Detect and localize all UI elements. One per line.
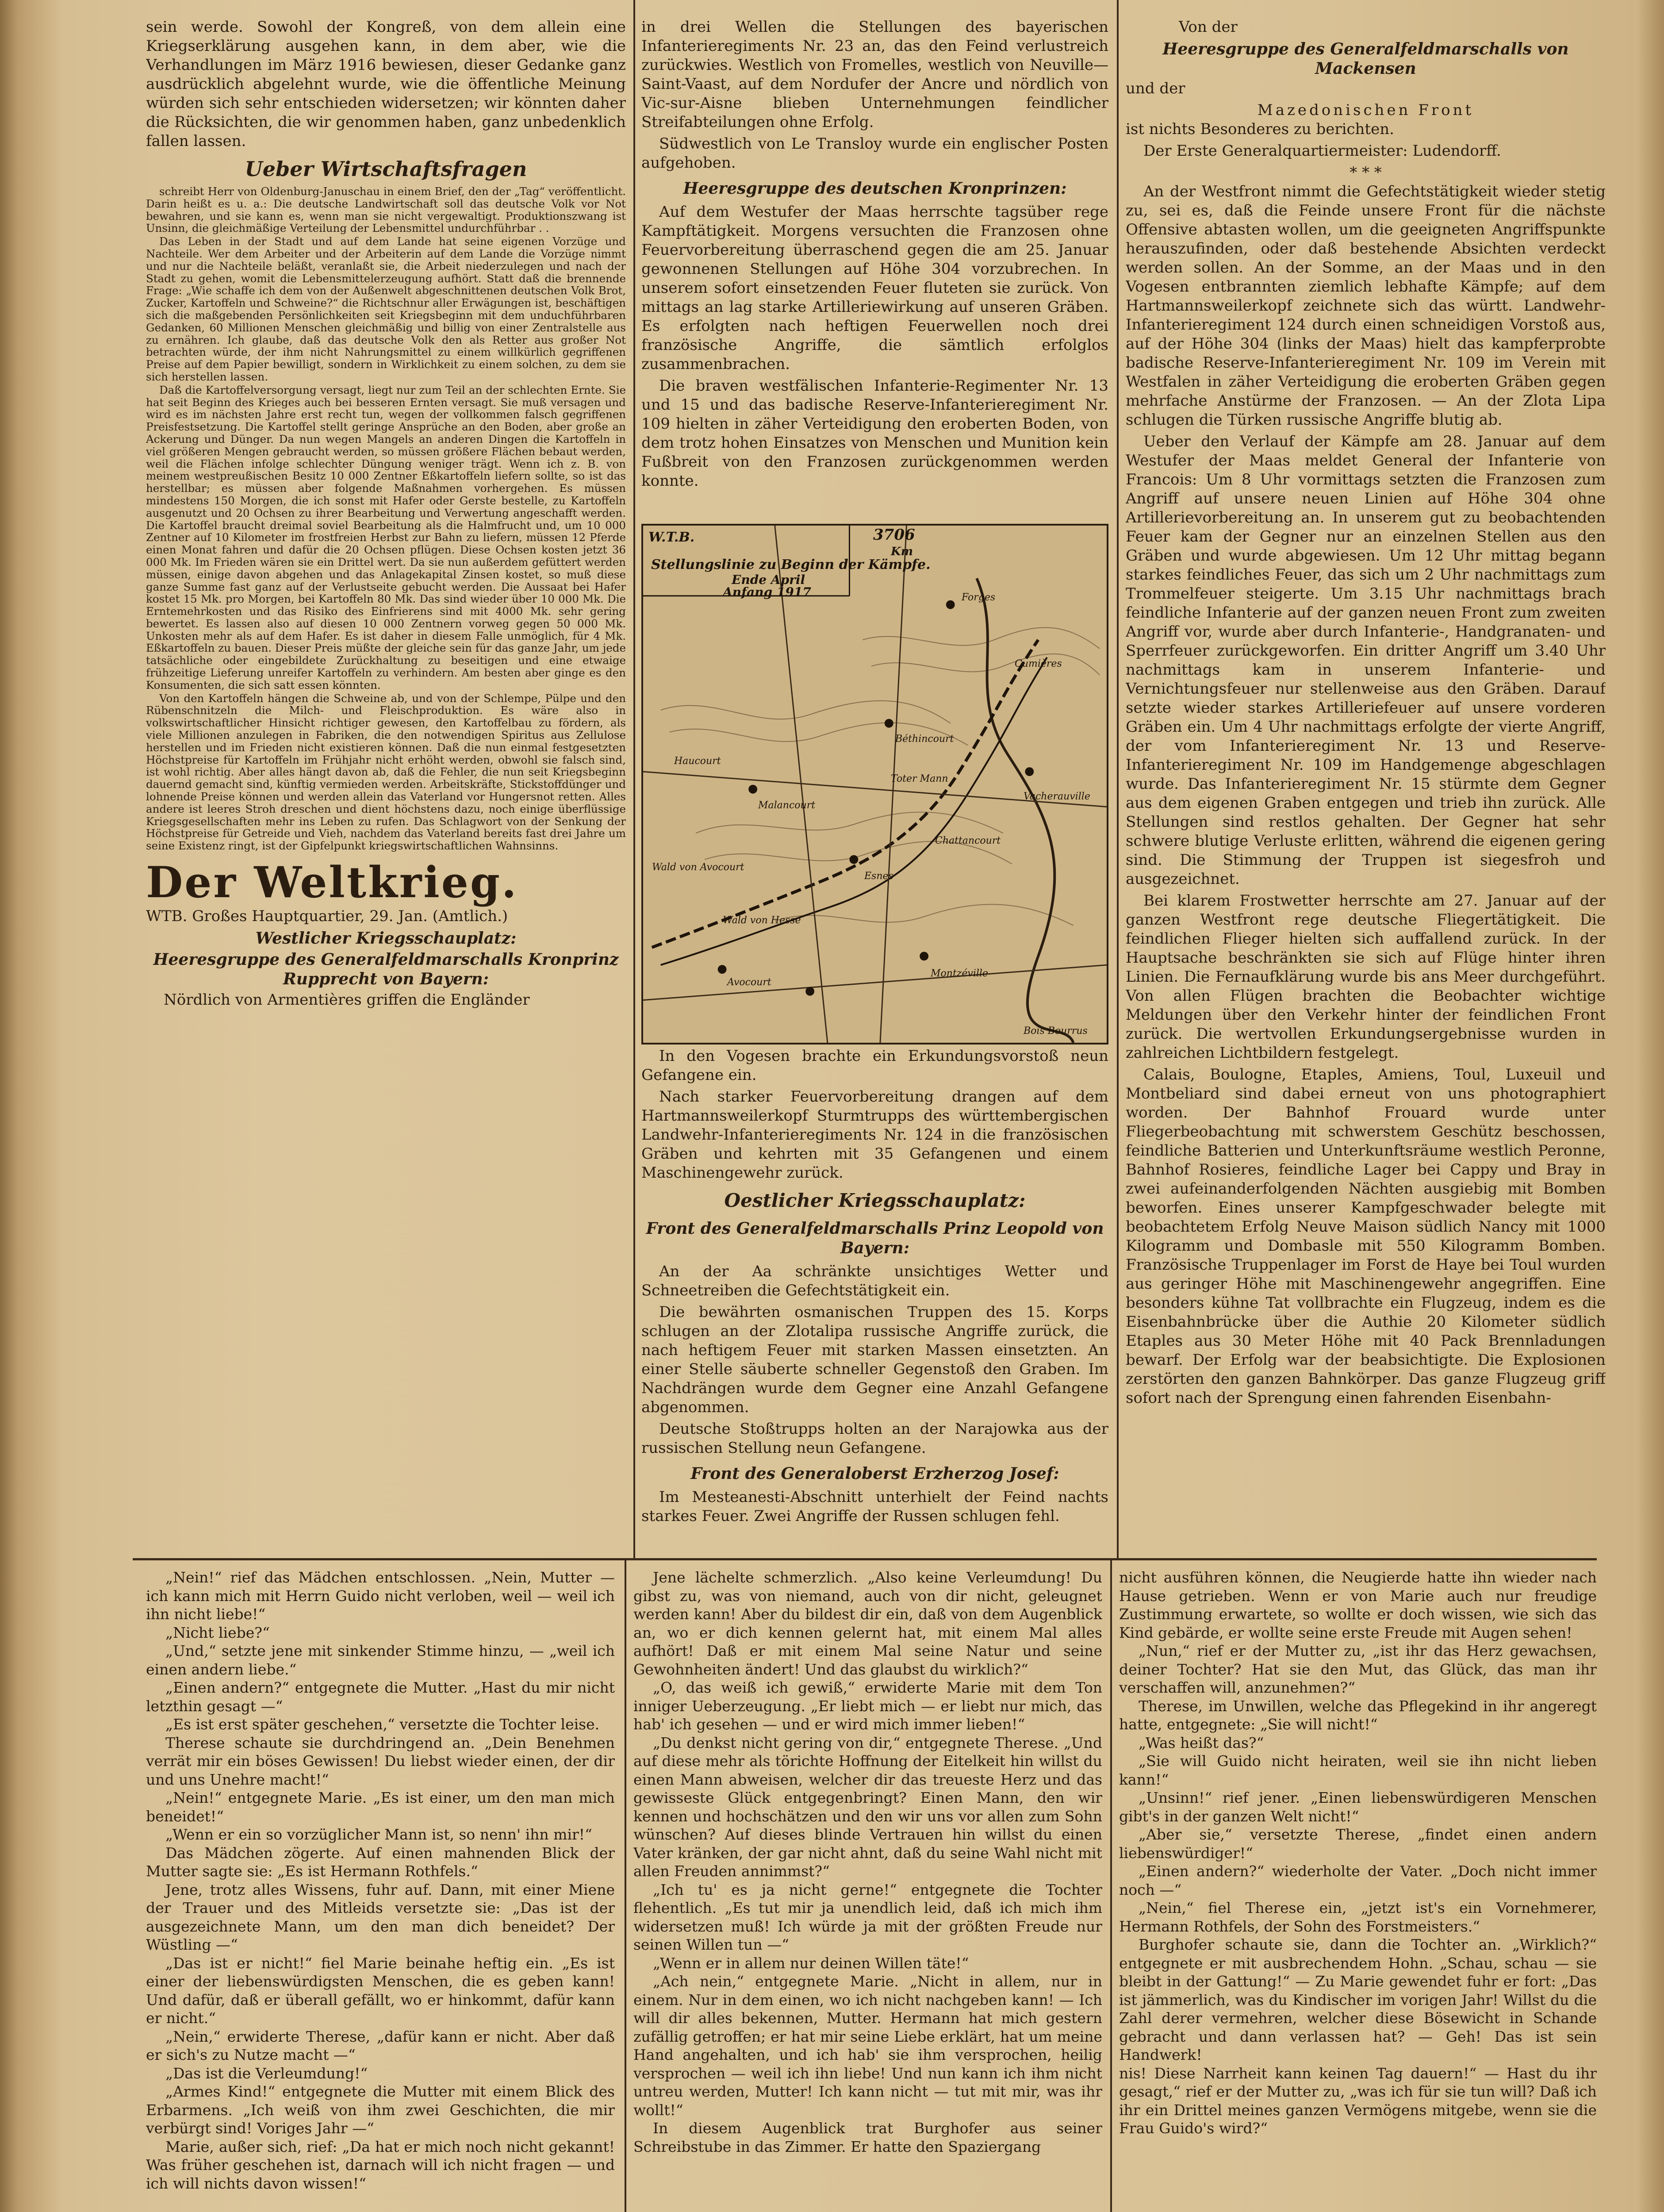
story-paragraph: „Das ist er nicht!“ fiel Marie beinahe heftig ein. „Es ist einer der liebenswürdigsten Menschen, die es geben kann! Und dafür, daß er überall gefällt, wo er hinkommt, dafür kann er nicht.“: [146, 1954, 615, 2027]
story-paragraph: „Wenn er ein so vorzüglicher Mann ist, so nenn' ihn mir!“: [165, 1826, 592, 1843]
rupprecht-paragraph: Nördlich von Armentières griffen die Engländer: [164, 991, 530, 1009]
story-column-right: [1119, 1568, 1597, 2212]
map-graphic: [643, 526, 1107, 1043]
middle-paragraph-1: in drei Wellen die Stellungen des bayerischen Infanterieregiments Nr. 23 an, das den Feind verlustreich zurückwies. Westlich von Fromelles, westlich von Neuville—Saint-Vaast, auf dem Nordufer der Ancre und nördlich von Vic-sur-Aisne blieben Unternehmungen feindlicher Streifabteilungen ohne Erfolg.: [641, 18, 1108, 131]
middle-paragraph-8: Die bewährten osmanischen Truppen des 15. Korps schlugen an der Zlotalipa russische Angriffe zurück, die nach heftigem Feuer mit starken Massen einsetzten. An einer Stelle säuberte schneller Gegenstoß den Graben. Im Nachdrängen wurde dem Gegner eine Anzahl Gefangene abgenommen.: [641, 1303, 1108, 1416]
economy-paragraph-4: Von den Kartoffeln hängen die Schweine ab, und von der Schlempe, Pülpe und den Rübenschnitzeln die Milch- und Fleischproduktion. Es wäre also in volkswirtschaftlicher Hinsicht richtiger gewesen, den Kartoffelbau zu fördern, als viele Millionen anzulegen in Fabriken, die den notwendigen Spiritus aus Zellulose herstellen und im Frieden nicht existieren können. Daß die nun einmal festgesetzten Höchstpreise für Kartoffeln im Frühjahr nicht erhöht werden, obwohl sie falsch sind, ist wohl richtig. Aber alles hängt davon ab, daß die Fehler, die nun seit Kriegsbeginn dauernd gemacht sind, künftig vermieden werden. Arbeitskräfte, Stickstoffdünger und lohnende Preise können und werden allein das Vaterland vor Hungersnot retten. Alles andere ist leeres Stroh dreschen und dient höchstens dazu, noch einige überflüssige Kriegsgesellschaften mehr ins Leben zu rufen. Das Schlagwort von der Senkung der Höchstpreise für Getreide und Vieh, nachdem das Vaterland bereits fast drei Jahre um seine Existenz ringt, ist der Gipfelpunkt kriegswirtschaftlichen Wahnsinns.: [146, 691, 626, 853]
story-paragraph: In diesem Augenblick trat Burghofer aus seiner Schreibstube in das Zimmer. Er hatte den Spaziergang: [633, 2120, 1102, 2155]
middle-paragraph-9: Deutsche Stoßtrupps holten an der Narajowka aus der russischen Stellung neun Gefangene.: [641, 1420, 1108, 1457]
section-rule: [133, 1558, 1597, 1560]
map-caption-line3: Anfang 1917: [723, 585, 811, 599]
map-place: Wald von Avocourt: [652, 862, 744, 873]
und-der-label: und der: [1126, 80, 1185, 97]
middle-paragraph-2: Südwestlich von Le Transloy wurde ein englischer Posten aufgehoben.: [641, 135, 1108, 172]
map-place: Esnes: [864, 871, 893, 882]
story-paragraph: „Wenn er in allem nur deinen Willen täte!“: [653, 1954, 969, 1972]
leopold-heading: Front des Generalfeldmarschalls Prinz Leopold von Bayern:: [646, 1219, 1104, 1257]
right-paragraph-2: Ueber den Verlauf der Kämpfe am 28. Januar auf dem Westufer der Maas meldet General der Infanterie von Francois: Um 8 Uhr vormittags setzten die Franzosen zum Angriff auf unsere neuen Linien auf Höhe 304 ohne Artillerievorbereitung an. In unserem gut zu beobachtenden Feuer kam der Gegner nur an einzelnen Stellen aus den Gräben und wurde abgewiesen. Um 12 Uhr mittag begann starkes feindliches Feuer, das sich um 2 Uhr nachmittags zum Trommelfeuer steigerte. Um 3.15 Uhr nachmittags brach feindliche Infanterie auf der ganzen neuen Front zum zweiten Angriff vor, wurde aber durch Infanterie-, Handgranaten- und Sperrfeuer zurückgeworfen. Ein dritter Angriff um 3.40 Uhr nachmittags kam in unserem Infanterie- und Vernichtungsfeuer nur stellenweise aus den Gräben. Darauf setzte wieder starkes Artilleriefeuer auf unsere vorderen Gräben ein. Um 4 Uhr nachmittags erfolgte der vierte Angriff, der vom Infanterieregiment Nr. 13 und Reserve-Infanterieregiment Nr. 109 im Handgemenge abgeschlagen wurde. Das Infanterieregiment Nr. 15 stürmte dem Gegner aus dem eigenen Graben entgegen und trieb ihn zurück. Alle Stellungen sind restlos gehalten. Der Gegner hat sehr schwere blutige Verluste erlitten, während die eigenen gering sind. Die Stimmung der Truppen ist siegesfroh und ausgezeichnet.: [1126, 433, 1606, 888]
story-paragraph: „Was heißt das?“: [1139, 1734, 1264, 1751]
map-caption-line2: Ende April: [732, 572, 805, 587]
east-front-heading: Oestlicher Kriegsschauplatz:: [724, 1190, 1026, 1211]
story-paragraph: Das Mädchen zögerte. Auf einen mahnenden Blick der Mutter sagte sie: „Es ist Hermann Rothfels.“: [146, 1844, 615, 1880]
map-place: Montzéville: [931, 968, 988, 979]
map-place: Béthincourt: [895, 733, 954, 745]
story-paragraph: nicht ausführen können, die Neugierde hatte ihn wieder nach Hause getrieben. Wenn er von Marie auch nur freudige Zustimmung erwartete, so wollte er doch wissen, wie sich das Kind gebärde, er wollte seine erste Freude mit Augen sehen!: [1119, 1569, 1597, 1641]
map-place: Haucourt: [674, 756, 721, 767]
map-caption-line1: Stellungslinie zu Beginn der Kämpfe.: [651, 557, 931, 572]
story-paragraph: „Nein!“ entgegnete Marie. „Es ist einer, um den man mich beneidet!“: [146, 1789, 615, 1825]
map-place: Forges: [962, 592, 996, 603]
story-paragraph: „Und,“ setzte jene mit sinkender Stimme hinzu, — „weil ich einen andern liebe.“: [146, 1642, 615, 1678]
story-paragraph: „Aber sie,“ versetzte Therese, „findet einen andern liebenswürdiger!“: [1119, 1826, 1597, 1862]
nichts-label: ist nichts Besonderes zu berichten.: [1126, 120, 1394, 138]
map-place: Vacherauville: [1024, 791, 1090, 802]
story-rule-2: [1110, 1560, 1112, 2212]
map-place: Malancourt: [758, 800, 816, 811]
story-paragraph: „Sie will Guido nicht heiraten, weil sie ihn nicht lieben kann!“: [1119, 1752, 1597, 1788]
economy-paragraph-2: Das Leben in der Stadt und auf dem Lande hat seine eigenen Vorzüge und Nachteile. Wer dem Arbeiter und der Arbeiterin auf dem Lande die Vorzüge nimmt und nur die Nachteile beläßt, veranlaßt sie, die Arbeit niederzulegen und nach der Stadt zu gehen, womit die Lebensmittelerzeugung aufhört. Statt daß die brennende Frage: „Wie schaffe ich dem von der Außenwelt abgeschnittenen deutschen Volk Brot, Zucker, Kartoffeln und Schweine?“ die Richtschnur aller Erwägungen ist, beschäftigen sich die maßgebenden Persönlichkeiten seit Kriegsbeginn mit dem unduchführbaren Gedanken, 60 Millionen Menschen gleichmäßig und billig von einer Zentralstelle aus zu ernähren. Ich glaube, daß das deutsche Volk den als Retter aus großer Not betrachten würde, der ihm nicht Nahrungsmittel zu einem willkürlich gegriffenen Preise auf dem Papier bewilligt, sondern in Wirklichkeit zu einem solchen, zu dem sie sich herstellen lassen.: [146, 235, 626, 383]
column-left: [146, 18, 626, 1557]
right-paragraph-4: Calais, Boulogne, Etaples, Amiens, Toul, Luxeuil und Montbeliard sind dabei erneut von uns photographiert worden. Der Bahnhof Frouard wurde unter Fliegerbeobachtung mit schwerstem Geschütz beschossen, feindliche Batterien und Unterkunftsräume westlich Peronne, Bahnhof Rosieres, feindliche Lager bei Cappy und Bray in zwei aufeinanderfolgenden Nächten ausgiebig mit Bomben beworfen. Eines unserer Kampfgeschwader belegte mit beobachtetem Erfolg Neuve Maison südlich Nancy mit 1000 Kilogramm und Dombasle mit 550 Kilogramm Bomben. Französische Truppenlager im Forst de Haye bei Toul wurden aus geringer Höhe mit Maschinengewehr angegriffen. Eine besonders kühne Tat vollbrachte ein Flugzeug, indem es die Eisenbahnbrücke über die Authie 20 Kilometer südlich Etaples aus 30 Meter Höhe mit 40 Pack Brennladungen bewarf. Der Erfolg war der beabsichtigte. Die Explosionen zerstörten den ganzen Bahnkörper. Das ganze Flugzeug griff sofort nach der Sprengung einen fahrenden Eisenbahn-: [1126, 1066, 1606, 1407]
story-paragraph: „Das ist die Verleumdung!“: [165, 2064, 368, 2082]
story-paragraph: nis! Diese Narrheit kann keinen Tag dauern!“ — Hast du ihr gesagt,“ rief er der Mutter zu, „was ich für sie tun will? Daß ich ihr ein Drittel meines ganzen Vermögens mitgebe, wenn sie die Frau Guido's wird?“: [1119, 2064, 1597, 2137]
story-paragraph: „Du denkst nicht gering von dir,“ entgegnete Therese. „Und auf diese mehr als törichte Hoffnung der Eitelkeit hin willst du einen Mann abweisen, welcher dir das treueste Herz und das gewisseste Glück entgegenbringt? Einen Mann, den wir kennen und hochschätzen und den wir uns vor allen zum Sohn wünschen? Auf dieses blinde Vertrauen hin willst du einen Vater kränken, der gar nicht ahnt, daß du seine Wahl nicht mit allen Freuden annimmst?“: [633, 1734, 1102, 1880]
right-paragraph-3: Bei klarem Frostwetter herrschte am 27. Januar auf der ganzen Westfront rege deutsche Fliegertätigkeit. Die feindlichen Flieger hielten sich auffallend zurück. In der Hauptsache beschränkten sie sich auf Flüge hinter ihren Linien. Die Fernaufklärung wurde bis ans Meer durchgeführt. Von allen Flügen brachten die Beobachter wichtige Meldungen über den Verkehr hinter der feindlichen Front zurück. Die wertvollen Erkundungsergebnisse wurden in zahlreichen Lichtbildern festgelegt.: [1126, 892, 1606, 1062]
economy-heading: Ueber Wirtschaftsfragen: [245, 157, 527, 181]
story-paragraph: Therese schaute sie durchdringend an. „Dein Benehmen verrät mir ein böses Gewissen! Du liebst wieder einen, der dir und uns Unehre macht!“: [146, 1734, 615, 1788]
josef-heading: Front des Generaloberst Erzherzog Josef:: [690, 1464, 1059, 1483]
map-place: Wald von Hesse: [723, 915, 801, 926]
story-paragraph: „Nein,“ erwiderte Therese, „dafür kann er nicht. Aber daß er sich's zu Nutze macht —“: [146, 2028, 615, 2063]
map-place: Cumières: [1015, 658, 1062, 669]
weltkrieg-title: Der Weltkrieg.: [146, 857, 518, 908]
story-paragraph: „Nein!“ rief das Mädchen entschlossen. „Nein, Mutter — ich kann mich mit Herrn Guido nicht verloben, weil — weil ich ihn nicht liebe!“: [146, 1569, 615, 1623]
middle-paragraph-5: In den Vogesen brachte ein Erkundungsvorstoß neun Gefangene ein.: [641, 1047, 1108, 1084]
story-paragraph: „Armes Kind!“ entgegnete die Mutter mit einem Blick des Erbarmens. „Ich weiß von ihm zwei Geschichten, die mir verbürgt sind! Voriges Jahr —“: [146, 2083, 615, 2137]
wtb-dateline: WTB. Großes Hauptquartier, 29. Jan. (Amtlich.): [146, 907, 508, 926]
story-paragraph: „Nun,“ rief er der Mutter zu, „ist ihr das Herz gewachsen, deiner Tochter? Hat sie den Mut, das Glück, das man ihr verschaffen will, anzunehmen?“: [1119, 1642, 1597, 1696]
story-paragraph: Jene lächelte schmerzlich. „Also keine Verleumdung! Du gibst zu, was von niemand, auch von dir nicht, geleugnet werden kann! Aber du bildest dir ein, daß von dem Augenblick an, wo er dich kennen gelernt hat, mit einem Mal alles aufhört! Daß er mit einem Mal seine Natur und seine Gewohnheiten ändert! Und das glaubst du wirklich?“: [633, 1569, 1102, 1678]
story-paragraph: „Nicht liebe?“: [165, 1624, 270, 1641]
story-paragraph: „Ach nein,“ entgegnete Marie. „Nicht in allem, nur in einem. Nur in dem einen, wo ich nicht nachgeben kann! — Ich will dir alles bekennen, Mutter. Hermann hat mich gestern zufällig getroffen; er hat mir seine Liebe erklärt, hat um meine Hand angehalten, und ich hab' sie ihm versprochen, heilig versprochen — weil ich ihn liebe! Und nun kann ich ihm nicht untreu werden, Mutter! Ich kann nicht — tut mit mir, was ihr wollt!“: [633, 1973, 1102, 2119]
section-stars: * * *: [1350, 164, 1382, 181]
map-corner-label: W.T.B.: [648, 530, 695, 545]
middle-paragraph-6: Nach starker Feuervorbereitung drangen auf dem Hartmannsweilerkopf Sturmtrupps des württembergischen Landwehr-Infanterieregiments Nr. 124 in die französischen Gräben und kehrten mit 35 Gefangenen und einem Maschinengewehr zurück.: [641, 1088, 1108, 1182]
story-paragraph: „Einen andern?“ entgegnete die Mutter. „Hast du mir nicht letzthin gesagt —“: [146, 1679, 615, 1715]
story-paragraph: Burghofer schaute sie, dann die Tochter an. „Wirklich?“ entgegnete er mit ausbrechendem Hohn. „Schau, schau — sie bleibt in der Gattung!“ — Zu Marie gewendet fuhr er fort: „Das ist jämmerlich, was du Kindischer im vorigen Jahr! Willst du die Zahl derer vermehren, welcher diese Bösewicht in Schande gebracht und dann verlassen hat? — Geh! Das ist sein Handwerk!: [1119, 1936, 1597, 2063]
front-map: [641, 524, 1108, 1045]
column-middle-lower: [641, 1047, 1108, 1555]
right-paragraph-1: An der Westfront nimmt die Gefechtstätigkeit wieder stetig zu, sei es, daß die Feinde unsere Front für die nächste Offensive abtasten wollen, um die geeigneten Angriffspunkte herauszufinden, oder daß bestehende Absichten verdeckt werden sollen. An der Somme, an der Maas und in den Vogesen entbrannten ziemlich lebhafte Kämpfe; auf dem Hartmannsweilerkopf zeichnete sich das württ. Landwehr-Infanterieregiment 124 durch einen schneidigen Vorstoß aus, auf der Höhe 304 (links der Maas) hielt das kampferprobte badische Reserve-Infanterieregiment Nr. 109 im Verein mit Westfalen in zäher Verteidigung die eroberten Gräben gegen mehrfache Anstürme der Franzosen. — An der Zlota Lipa schlugen die Türken russische Angriffe blutig ab.: [1126, 183, 1606, 429]
story-paragraph: „Es ist erst später geschehen,“ versetzte die Tochter leise.: [165, 1716, 600, 1733]
map-place: Chattancourt: [935, 835, 1001, 846]
map-place: Avocourt: [727, 977, 771, 988]
story-paragraph: „O, das weiß ich gewiß,“ erwiderte Marie mit dem Ton inniger Ueberzeugung. „Er liebt mich — er liebt nur mich, das hab' ich gesehen — und er wird mich immer lieben!“: [633, 1679, 1102, 1733]
story-paragraph: Marie, außer sich, rief: „Da hat er mich noch nicht gekannt! Was früher geschehen ist, darnach will ich nicht fragen — und ich will nichts davon wissen!“: [146, 2138, 615, 2192]
map-height-label: 3706: [873, 526, 915, 544]
mackensen-heading: Heeresgruppe des Generalfeldmarschalls von Mackensen: [1162, 40, 1569, 78]
column-rule-1: [633, 0, 635, 1558]
von-der-label: Von der: [1179, 18, 1238, 36]
story-paragraph: Therese, im Unwillen, welche das Pflegekind in ihr angeregt hatte, entgegnete: „Sie will nicht!“: [1119, 1697, 1597, 1733]
west-front-heading: Westlicher Kriegsschauplatz:: [255, 929, 517, 948]
story-paragraph: „Unsinn!“ rief jener. „Einen liebenswürdigeren Menschen gibt's in der ganzen Welt nicht!“: [1119, 1789, 1597, 1825]
story-paragraph: „Ich tu' es ja nicht gerne!“ entgegnete die Tochter flehentlich. „Es tut mir ja unendlich leid, daß ich mich ihm widersetzen muß! Ich würde ja mit der größten Freude nur seinen Willen tun —“: [633, 1881, 1102, 1953]
ludendorff-signature: Der Erste Generalquartiermeister: Ludendorff.: [1143, 142, 1501, 160]
story-column-left: [146, 1568, 615, 2212]
story-paragraph: „Nein,“ fiel Therese ein, „jetzt ist's ein Vornehmerer, Hermann Rothfels, der Sohn des Forstmeisters.“: [1119, 1899, 1597, 1935]
map-place: Toter Mann: [891, 773, 948, 784]
column-middle-upper: [641, 18, 1108, 522]
column-rule-2: [1117, 0, 1119, 1558]
middle-paragraph-7: An der Aa schränkte unsichtiges Wetter und Schneetreiben die Gefechtstätigkeit ein.: [641, 1263, 1108, 1299]
rupprecht-heading: Heeresgruppe des Generalfeldmarschalls Kronprinz Rupprecht von Bayern:: [153, 950, 619, 989]
story-paragraph: „Einen andern?“ wiederholte der Vater. „Doch nicht immer noch —“: [1119, 1863, 1597, 1898]
mazedonisch-heading: Mazedonischen Front: [1257, 101, 1474, 119]
economy-paragraph-3: Daß die Kartoffelversorgung versagt, liegt nur zum Teil an der schlechten Ernte. Sie hat seit Beginn des Krieges auch bei besseren Ernten versagt. Sie muß versagen und wird es im nächsten Jahre erst recht tun, wegen der vollkommen falsch gegriffenen Preisfestsetzung. Die Kartoffel stellt geringe Ansprüche an den Boden, aber große an Ackerung und Dünger. Da nun wegen Mangels an anderen Dingen die Kartoffeln in viel größeren Mengen gebraucht werden, so müssen größere Flächen bebaut werden, weil die Flächen infolge schlechter Düngung weniger trägt. Wenn ich z. B. von meinem westpreußischen Besitz 10 000 Zentner Eßkartoffeln liefern sollte, so ist das herstellbar; es müssen aber folgende Maßnahmen vorhergehen. Es müssen mindestens 150 Morgen, die ich sonst mit Hafer oder Gerste bestelle, zu Kartoffeln ausgenutzt und 20 Ochsen zu ihrer Bearbeitung und Verwertung angeschafft werden. Die Kartoffel braucht dreimal soviel Bearbeitung als die Halmfrucht und, um 10 000 Zentner auf 10 Kilometer im frostfreien Herbst zur Bahn zu liefern, müssen 12 Pferde einen Monat fahren und dafür die 20 Ochsen pflügen. Diese Ochsen kosten jetzt 36 000 Mk. Im Frieden wären sie ein Drittel wert. Da sie nun außerdem gefüttert werden müssen, einige davon abgehen und das Anlagekapital Zinsen kostet, so muß diese ganze Summe fast ganz auf der Verlustseite gebucht werden. Die Aussaat bei Hafer kostet 15 Mk. pro Morgen, bei Kartoffeln 80 Mk. Das sind wieder über 10 000 Mk. Die Erntemehrkosten und das Risiko des Einfrierens sind mit 4000 Mk. sehr gering bewertet. Es lassen also auf diesen 10 000 Zentnern vorweg gegen 50 000 Mk. Unkosten mehr als auf dem Hafer. Es ist daher in diesem Falle unmöglich, für 4 Mk. Eßkartoffeln zu bauen. Dieser Preis müßte der gleiche sein für das ganze Jahr, um jede tatsächliche oder eingebildete Zurückhaltung zu beseitigen und eine etwaige frühzeitige Lieferung unreifer Kartoffeln zu verhindern. Am besten aber ginge es den Konsumenten, die sich satt essen könnten.: [146, 383, 626, 691]
middle-paragraph-10: Im Mesteanesti-Abschnitt unterhielt der Feind nachts starkes Feuer. Zwei Angriffe der Russen schlugen fehl.: [641, 1488, 1108, 1525]
middle-paragraph-4: Die braven westfälischen Infanterie-Regimenter Nr. 13 und 15 und das badische Reserve-Infanterieregiment Nr. 109 hielten in zäher Verteidigung den eroberten Boden, von dem trotz hohen Einsatzes von Menschen und Munition kein Fußbreit von den Franzosen zurückgenommen werden konnte.: [641, 377, 1108, 490]
story-rule-1: [625, 1560, 626, 2212]
kronprinz-heading: Heeresgruppe des deutschen Kronprinzen:: [683, 179, 1067, 198]
economy-paragraph-1: schreibt Herr von Oldenburg-Januschau in einem Brief, den der „Tag“ veröffentlicht. Darin heißt es u. a.: Die deutsche Landwirtschaft soll das deutsche Volk vor Not bewahren, und sie kann es, wenn man sie nicht vergewaltigt. Produktionszwang ist Unsinn, die gleichmäßige Verteilung der Lebensmittel undurchführbar . .: [146, 185, 626, 235]
intro-paragraph: sein werde. Sowohl der Kongreß, von dem allein eine Kriegserklärung ausgehen kann, in dem aber, wie die Verhandlungen im März 1916 bewiesen, dieser Gedanke ganz ausdrücklich abgelehnt wurde, wie die öffentliche Meinung würden sich sehr entschieden widersetzen; wir könnten daher die Rücksichten, die wir genommen haben, ganz unbedenklich fallen lassen.: [146, 18, 626, 150]
story-column-middle: [633, 1568, 1102, 2212]
story-paragraph: Jene, trotz alles Wissens, fuhr auf. Dann, mit einer Miene der Trauer und des Mitleids versetzte sie: „Das ist der ausgezeichnete Mann, um den man dich beneidet? Der Wüstling —“: [146, 1881, 615, 1953]
middle-paragraph-3: Auf dem Westufer der Maas herrschte tagsüber rege Kampftätigkeit. Morgens versuchten die Franzosen ohne Feuervorbereitung überraschend gegen die am 25. Januar gewonnenen Stellungen auf Höhe 304 vorzubrechen. In unserem sofort einsetzenden Feuer fluteten sie zurück. Von mittags an lag starke Artilleriewirkung auf unseren Gräben. Es erfolgten nach heftigen Feuerwellen noch drei französische Angriffe, die sämtlich erfolglos zusammenbrachen.: [641, 203, 1108, 373]
map-unit-label: Km: [891, 545, 913, 558]
map-place: Bois Bourrus: [1024, 1025, 1088, 1037]
column-right: [1126, 18, 1606, 1557]
